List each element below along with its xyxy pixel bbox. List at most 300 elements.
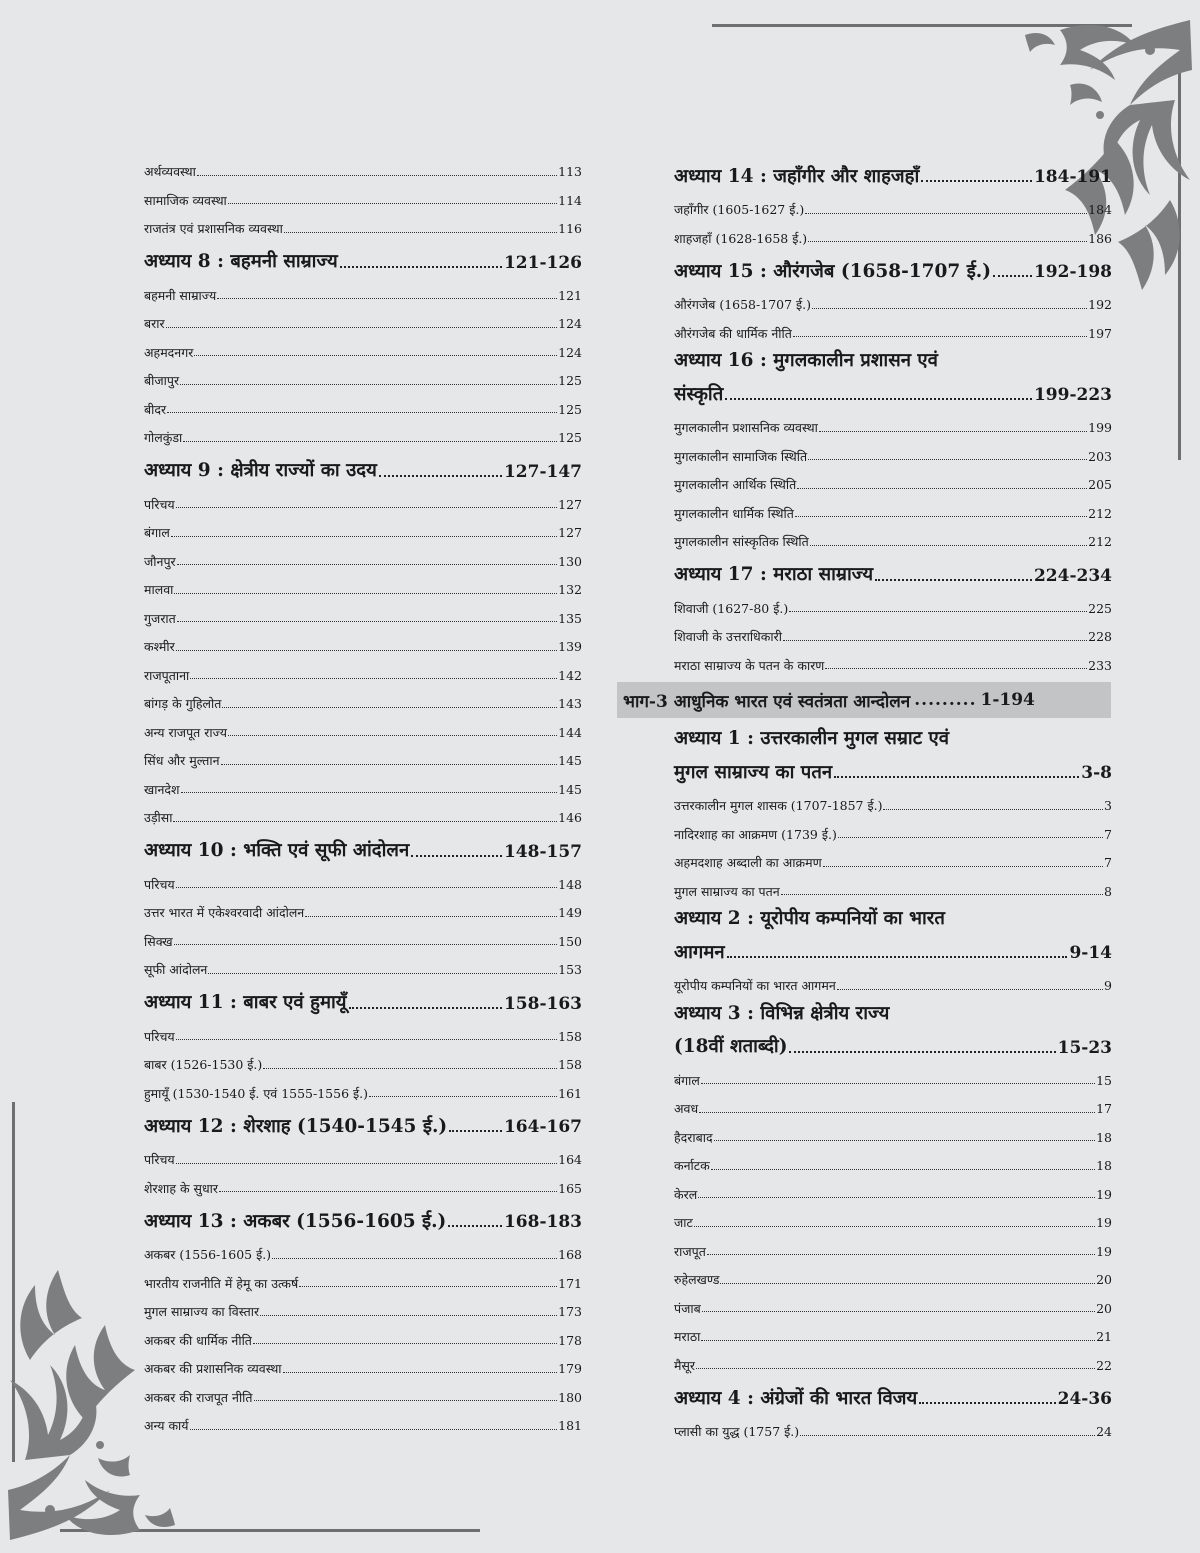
entry-page-number: 181 <box>558 1418 582 1433</box>
dot-leader <box>795 516 1087 517</box>
dot-leader <box>696 1368 1095 1369</box>
entry-title: कर्नाटक <box>674 1158 710 1173</box>
entry-title: बरार <box>144 316 165 331</box>
chapter-title: अध्याय 15 : औरंगजेब (1658-1707 ई.) <box>674 260 992 282</box>
entry-page-number: 233 <box>1088 657 1112 673</box>
toc-entry[interactable] <box>144 1043 582 1072</box>
toc-entry[interactable] <box>144 1072 582 1101</box>
toc-entry[interactable] <box>144 540 582 569</box>
entry-page-number: 114 <box>558 192 582 208</box>
entry-page-number: 143 <box>558 696 582 711</box>
dot-leader <box>194 355 557 356</box>
toc-entry[interactable] <box>144 891 582 920</box>
entry-title: बांगड़ के गुहिलोत <box>144 696 222 711</box>
toc-entry[interactable] <box>674 1201 1112 1230</box>
chapter-heading[interactable] <box>144 236 582 274</box>
chapter-page-range: 192-198 <box>1033 262 1112 282</box>
dot-leader <box>284 232 557 233</box>
entry-page-number: 135 <box>558 610 582 626</box>
entry-page-number: 19 <box>1096 1186 1112 1202</box>
part-title: भाग-3 आधुनिक भारत एवं स्वतंत्रता आन्दोलन <box>623 691 911 712</box>
toc-entry[interactable] <box>144 302 582 331</box>
dot-leader <box>283 1372 558 1373</box>
entry-title: परिचय <box>144 496 175 512</box>
chapter-page-range: 158-163 <box>503 993 582 1014</box>
entry-title: अहमदनगर <box>144 344 194 360</box>
dot-leader <box>176 887 558 888</box>
toc-entry[interactable] <box>144 768 582 797</box>
entry-page-number: 164 <box>558 1152 582 1167</box>
chapter-page-range: 184-191 <box>1033 167 1112 187</box>
entry-title: केरल <box>674 1186 698 1202</box>
chapter-heading[interactable] <box>674 374 1112 406</box>
entry-page-number: 146 <box>558 810 582 825</box>
toc-entry[interactable] <box>674 520 1112 549</box>
chapter-page-range: 199-223 <box>1033 385 1112 405</box>
toc-entry[interactable] <box>144 359 582 388</box>
dot-leader <box>305 916 557 917</box>
entry-page-number: 168 <box>558 1247 582 1262</box>
dot-leader <box>174 944 557 945</box>
dot-leader <box>725 398 1032 400</box>
chapter-title: अध्याय 9 : क्षेत्रीय राज्यों का उदय <box>144 460 377 481</box>
toc-entry[interactable] <box>144 1319 582 1348</box>
dot-leader <box>190 678 557 679</box>
chapter-heading[interactable] <box>674 1372 1112 1410</box>
entry-page-number: 17 <box>1096 1101 1112 1116</box>
dot-leader <box>805 213 1087 214</box>
entry-page-number: 212 <box>1088 534 1112 549</box>
entry-page-number: 125 <box>558 430 582 445</box>
chapter-heading[interactable] <box>674 1027 1112 1059</box>
chapter-heading[interactable] <box>144 445 582 483</box>
entry-page-number: 3 <box>1104 798 1112 813</box>
toc-entry[interactable] <box>144 388 582 417</box>
entry-page-number: 158 <box>558 1057 582 1072</box>
entry-title: मुगलकालीन सांस्कृतिक स्थिति <box>674 534 809 549</box>
entry-page-number: 22 <box>1096 1357 1112 1373</box>
entry-page-number: 21 <box>1096 1329 1112 1344</box>
part-page: 1-194 <box>980 690 1035 710</box>
entry-title: अकबर (1556-1605 ई.) <box>144 1247 272 1262</box>
entry-page-number: 127 <box>558 496 582 512</box>
entry-title: हुमायूँ (1530-1540 ई. एवं 1555-1556 ई.) <box>144 1085 368 1101</box>
dot-leader <box>177 564 557 565</box>
chapter-title: अध्याय 8 : बहमनी साम्राज्य <box>144 251 338 272</box>
entry-page-number: 125 <box>558 401 582 417</box>
chapter-heading-line1: अध्याय 1 : उत्तरकालीन मुगल सम्राट एवं <box>674 728 949 749</box>
toc-entry[interactable] <box>144 654 582 683</box>
dot-leader <box>694 1226 1095 1227</box>
toc-entry[interactable] <box>144 948 582 977</box>
dot-leader <box>810 545 1087 546</box>
entry-page-number: 20 <box>1096 1272 1112 1287</box>
entry-title: अकबर की राजपूत नीति <box>144 1389 253 1405</box>
dot-leader <box>819 431 1087 432</box>
chapter-heading[interactable] <box>144 977 582 1015</box>
toc-entry[interactable] <box>674 615 1112 644</box>
entry-title: अवध <box>674 1101 699 1116</box>
toc-entry[interactable] <box>144 568 582 597</box>
chapter-title: आगमन <box>674 941 725 963</box>
entry-page-number: 197 <box>1088 325 1112 341</box>
entry-title: शिवाजी (1627-80 ई.) <box>674 600 789 616</box>
entry-title: हैदराबाद <box>674 1129 713 1145</box>
chapter-page-range: 148-157 <box>503 841 582 862</box>
entry-page-number: 149 <box>558 905 582 920</box>
toc-entry[interactable] <box>144 274 582 303</box>
entry-page-number: 18 <box>1096 1158 1112 1173</box>
dot-leader <box>173 821 557 822</box>
entry-title: बीजापुर <box>144 373 180 388</box>
toc-entry[interactable] <box>674 283 1112 312</box>
chapter-page-range: 224-234 <box>1033 565 1112 586</box>
dot-leader <box>823 866 1103 867</box>
dot-leader <box>222 707 557 708</box>
toc-entry[interactable] <box>144 682 582 711</box>
entry-page-number: 186 <box>1088 230 1112 246</box>
entry-page-number: 192 <box>1088 297 1112 312</box>
entry-title: खानदेश <box>144 781 180 797</box>
entry-page-number: 225 <box>1088 600 1112 616</box>
toc-entry[interactable] <box>674 813 1112 842</box>
entry-title: अन्य राजपूत राज्य <box>144 724 228 740</box>
dot-leader <box>379 475 502 477</box>
dot-leader <box>174 593 557 594</box>
entry-title: औरंगजेब (1658-1707 ई.) <box>674 297 812 312</box>
entry-title: परिचय <box>144 876 175 892</box>
entry-page-number: 7 <box>1104 855 1112 870</box>
dot-leader <box>701 1340 1095 1341</box>
dot-leader <box>702 1311 1095 1312</box>
chapter-heading[interactable] <box>674 752 1112 784</box>
dot-leader <box>176 650 557 651</box>
dot-leader <box>919 1402 1055 1404</box>
dot-leader <box>783 640 1087 641</box>
entry-page-number: 228 <box>1088 629 1112 644</box>
dot-leader <box>698 1197 1095 1198</box>
toc-entry[interactable] <box>144 1138 582 1167</box>
dot-leader <box>797 488 1087 489</box>
dot-leader <box>221 764 558 765</box>
chapter-heading-line1: अध्याय 2 : यूरोपीय कम्पनियों का भारत <box>674 908 945 929</box>
dot-leader <box>448 1225 502 1227</box>
entry-title: प्लासी का युद्ध (1757 ई.) <box>674 1424 800 1439</box>
dot-leader <box>272 1258 557 1259</box>
entry-title: भारतीय राजनीति में हेमू का उत्कर्ष <box>144 1275 299 1291</box>
dot-leader <box>838 837 1103 838</box>
dot-leader <box>369 1096 557 1097</box>
dot-leader <box>883 809 1103 810</box>
entry-title: शेरशाह के सुधार <box>144 1180 219 1196</box>
chapter-heading[interactable] <box>144 825 582 863</box>
entry-title: मुगलकालीन प्रशासनिक व्यवस्था <box>674 420 818 435</box>
dot-leader <box>254 1400 558 1401</box>
toc-entry[interactable] <box>674 217 1112 246</box>
toc-entry[interactable] <box>674 784 1112 813</box>
chapter-page-range: 3-8 <box>1081 763 1112 783</box>
entry-title: मुगलकालीन आर्थिक स्थिति <box>674 477 797 492</box>
entry-page-number: 199 <box>1088 420 1112 435</box>
entry-title: बाबर (1526-1530 ई.) <box>144 1057 263 1072</box>
toc-entry[interactable] <box>674 1287 1112 1316</box>
dot-leader <box>183 441 557 442</box>
dot-leader <box>411 855 502 857</box>
entry-title: अकबर की धार्मिक नीति <box>144 1332 252 1348</box>
dot-leader <box>197 175 557 176</box>
entry-page-number: 184 <box>1088 202 1112 217</box>
entry-page-number: 161 <box>558 1085 582 1101</box>
entry-page-number: 145 <box>558 753 582 768</box>
entry-title: राजपूताना <box>144 667 190 683</box>
dot-leader <box>707 1254 1095 1255</box>
dot-leader <box>808 459 1087 460</box>
entry-title: बंगाल <box>674 1072 700 1088</box>
toc-entry[interactable] <box>674 1410 1112 1439</box>
entry-title: जाट <box>674 1215 693 1230</box>
entry-page-number: 144 <box>558 724 582 740</box>
entry-title: कश्मीर <box>144 639 175 654</box>
entry-page-number: 18 <box>1096 1129 1112 1145</box>
toc-entry[interactable] <box>144 511 582 540</box>
toc-entry[interactable] <box>144 796 582 825</box>
toc-entry[interactable] <box>144 1347 582 1376</box>
toc-entry[interactable] <box>674 1258 1112 1287</box>
entry-page-number: 142 <box>558 667 582 683</box>
toc-entry[interactable] <box>144 625 582 654</box>
toc-entry[interactable] <box>674 1144 1112 1173</box>
entry-title: गोलकुंडा <box>144 430 183 445</box>
dot-leader <box>167 412 557 413</box>
toc-right-column-top <box>674 150 1112 672</box>
entry-title: मराठा साम्राज्य के पतन के कारण <box>674 657 825 673</box>
chapter-heading[interactable] <box>144 1100 582 1138</box>
toc-entry[interactable] <box>144 207 582 236</box>
entry-title: राजतंत्र एवं प्रशासनिक व्यवस्था <box>144 221 283 236</box>
entry-page-number: 116 <box>558 221 582 236</box>
entry-title: गुजरात <box>144 610 176 626</box>
toc-entry[interactable] <box>144 1290 582 1319</box>
toc-entry[interactable] <box>144 1262 582 1291</box>
chapter-page-range: 168-183 <box>503 1212 582 1232</box>
toc-entry[interactable] <box>144 711 582 740</box>
chapter-heading[interactable] <box>674 245 1112 283</box>
entry-page-number: 20 <box>1096 1300 1112 1316</box>
entry-title: जहाँगीर (1605-1627 ई.) <box>674 202 805 217</box>
chapter-title: अध्याय 10 : भक्ति एवं सूफी आंदोलन <box>144 840 410 861</box>
entry-title: सामाजिक व्यवस्था <box>144 192 227 208</box>
dot-leader <box>190 1429 558 1430</box>
part-heading <box>617 682 1111 718</box>
entry-page-number: 124 <box>558 316 582 331</box>
chapter-page-range: 121-126 <box>503 252 582 273</box>
entry-page-number: 130 <box>558 553 582 569</box>
entry-title: उड़ीसा <box>144 810 173 825</box>
entry-page-number: 158 <box>558 1028 582 1044</box>
chapter-heading[interactable] <box>674 549 1112 587</box>
entry-page-number: 203 <box>1088 448 1112 464</box>
entry-title: पंजाब <box>674 1300 701 1316</box>
entry-title: परिचय <box>144 1028 175 1044</box>
toc-entry[interactable] <box>674 1087 1112 1116</box>
toc-entry[interactable] <box>144 597 582 626</box>
toc-entry[interactable] <box>144 150 582 179</box>
entry-page-number: 9 <box>1104 978 1112 993</box>
entry-title: परिचय <box>144 1152 175 1167</box>
dot-leader <box>180 384 557 385</box>
dot-leader <box>177 621 557 622</box>
dot-leader <box>711 1169 1095 1170</box>
chapter-heading[interactable] <box>674 932 1112 964</box>
toc-entry[interactable] <box>674 435 1112 464</box>
dot-leader <box>789 611 1087 612</box>
entry-title: सूफी आंदोलन <box>144 962 208 977</box>
toc-entry[interactable] <box>144 331 582 360</box>
toc-right-column-bottom <box>674 718 1112 1439</box>
chapter-heading-line1: अध्याय 16 : मुगलकालीन प्रशासन एवं <box>674 350 938 371</box>
chapter-page-range: 15-23 <box>1057 1037 1112 1058</box>
toc-entry[interactable] <box>674 870 1112 899</box>
toc-entry[interactable] <box>144 920 582 949</box>
entry-title: नादिरशाह का आक्रमण (1739 ई.) <box>674 826 837 842</box>
entry-page-number: 180 <box>558 1389 582 1405</box>
toc-entry[interactable] <box>144 483 582 512</box>
dot-leader <box>171 536 557 537</box>
chapter-heading-line1: अध्याय 3 : विभिन्न क्षेत्रीय राज्य <box>674 1002 890 1024</box>
dot-leader <box>720 1283 1095 1284</box>
entry-page-number: 165 <box>558 1180 582 1196</box>
chapter-page-range: 127-147 <box>503 461 582 482</box>
entry-title: बंगाल <box>144 525 170 540</box>
chapter-heading[interactable] <box>144 1195 582 1233</box>
toc-entry[interactable] <box>674 188 1112 217</box>
entry-title: राजपूत <box>674 1243 706 1259</box>
entry-page-number: 148 <box>558 876 582 892</box>
dot-leader <box>808 241 1087 242</box>
dot-leader <box>176 1039 558 1040</box>
dot-leader <box>993 275 1032 277</box>
dot-leader <box>253 1343 557 1344</box>
entry-title: मुगलकालीन सामाजिक स्थिति <box>674 448 808 464</box>
toc-entry[interactable] <box>144 1233 582 1262</box>
toc-entry[interactable] <box>674 587 1112 616</box>
dot-leader <box>166 327 558 328</box>
toc-entry[interactable] <box>674 463 1112 492</box>
dot-leader <box>837 989 1103 990</box>
entry-page-number: 127 <box>558 525 582 540</box>
entry-title: अर्थव्यवस्था <box>144 164 196 179</box>
entry-title: सिंध और मुल्तान <box>144 753 220 768</box>
entry-title: औरंगजेब की धार्मिक नीति <box>674 325 792 341</box>
toc-entry[interactable] <box>674 841 1112 870</box>
toc-entry[interactable] <box>674 492 1112 521</box>
dot-leader <box>875 579 1032 581</box>
entry-title: मैसूर <box>674 1357 696 1373</box>
toc-entry[interactable] <box>144 1376 582 1405</box>
toc-entry[interactable] <box>674 1059 1112 1088</box>
entry-title: मुगल साम्राज्य का विस्तार <box>144 1304 260 1319</box>
entry-title: सिक्ख <box>144 933 173 949</box>
entry-page-number: 173 <box>558 1304 582 1319</box>
entry-title: अकबर की प्रशासनिक व्यवस्था <box>144 1361 282 1376</box>
entry-page-number: 24 <box>1096 1424 1112 1439</box>
dot-leader <box>825 668 1087 669</box>
entry-title: शाहजहाँ (1628-1658 ई.) <box>674 230 808 246</box>
entry-title: यूरोपीय कम्पनियों का भारत आगमन <box>674 978 836 993</box>
chapter-title: अध्याय 13 : अकबर (1556-1605 ई.) <box>144 1210 447 1232</box>
toc-entry[interactable] <box>144 863 582 892</box>
chapter-page-range: 9-14 <box>1069 943 1112 963</box>
dot-leader <box>349 1007 502 1009</box>
entry-page-number: 15 <box>1096 1072 1112 1088</box>
entry-page-number: 212 <box>1088 505 1112 521</box>
dot-leader <box>263 1068 557 1069</box>
entry-title: बहमनी साम्राज्य <box>144 287 217 303</box>
entry-page-number: 178 <box>558 1332 582 1348</box>
toc-entry[interactable] <box>144 1167 582 1196</box>
toc-entry[interactable] <box>674 1344 1112 1373</box>
dot-leader <box>812 308 1087 309</box>
entry-page-number: 19 <box>1096 1215 1112 1230</box>
toc-entry[interactable] <box>144 1015 582 1044</box>
chapter-title: अध्याय 12 : शेरशाह (1540-1545 ई.) <box>144 1115 448 1137</box>
toc-entry[interactable] <box>144 1404 582 1433</box>
entry-title: रुहेलखण्ड <box>674 1272 720 1287</box>
toc-entry[interactable] <box>144 179 582 208</box>
entry-page-number: 150 <box>558 933 582 949</box>
part-dots: ......... <box>914 690 977 710</box>
entry-page-number: 205 <box>1088 477 1112 492</box>
toc-entry[interactable] <box>674 964 1112 993</box>
entry-title: शिवाजी के उत्तराधिकारी <box>674 629 782 644</box>
toc-entry[interactable] <box>674 1315 1112 1344</box>
dot-leader <box>181 792 558 793</box>
dot-leader <box>219 1191 557 1192</box>
dot-leader <box>714 1140 1095 1141</box>
entry-title: मराठा <box>674 1329 701 1344</box>
entry-page-number: 179 <box>558 1361 582 1376</box>
chapter-page-range: 164-167 <box>503 1117 582 1137</box>
dot-leader <box>299 1286 557 1287</box>
entry-title: मुगलकालीन धार्मिक स्थिति <box>674 505 794 521</box>
dot-leader <box>217 298 557 299</box>
dot-leader <box>699 1112 1095 1113</box>
entry-page-number: 113 <box>558 164 582 179</box>
toc-entry[interactable] <box>674 1116 1112 1145</box>
dot-leader <box>340 266 502 268</box>
entry-title: मालवा <box>144 582 174 597</box>
chapter-title: अध्याय 17 : मराठा साम्राज्य <box>674 564 874 585</box>
dot-leader <box>228 203 557 204</box>
chapter-title: अध्याय 4 : अंग्रेजों की भारत विजय <box>674 1387 918 1409</box>
chapter-title: संस्कृति <box>674 383 724 405</box>
chapter-page-range: 24-36 <box>1057 1389 1112 1409</box>
toc-entry[interactable] <box>674 312 1112 341</box>
toc-entry[interactable] <box>144 739 582 768</box>
chapter-heading[interactable] <box>674 150 1112 188</box>
toc-entry[interactable] <box>674 1173 1112 1202</box>
toc-entry[interactable] <box>144 416 582 445</box>
toc-entry[interactable] <box>674 644 1112 673</box>
entry-title: अहमदशाह अब्दाली का आक्रमण <box>674 855 822 870</box>
toc-left-column <box>144 150 582 1433</box>
entry-title: जौनपुर <box>144 553 176 569</box>
toc-entry[interactable] <box>674 1230 1112 1259</box>
entry-page-number: 7 <box>1104 826 1112 842</box>
dot-leader <box>701 1083 1095 1084</box>
dot-leader <box>727 956 1068 958</box>
toc-entry[interactable] <box>674 406 1112 435</box>
